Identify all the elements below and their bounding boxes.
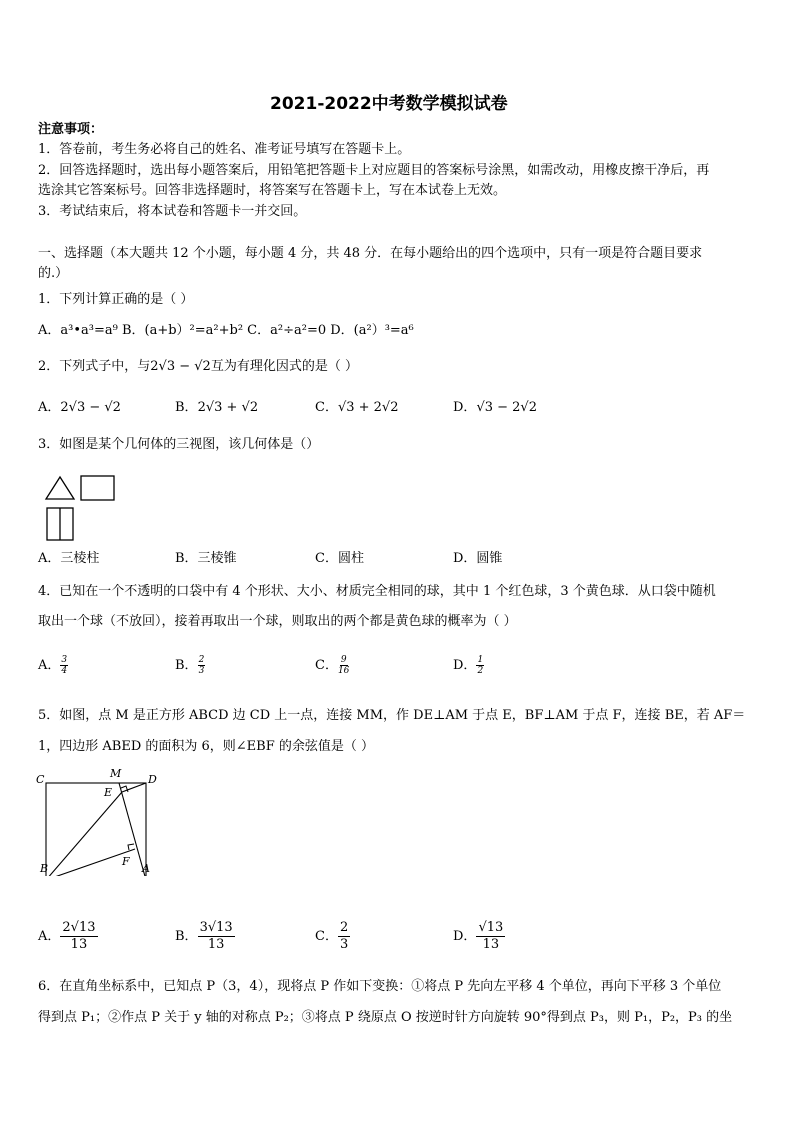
label-d: D — [148, 773, 157, 786]
question-3-option-a: A．三棱柱 — [38, 551, 100, 566]
question-5-line2: 1，四边形 ABED 的面积为 6，则∠EBF 的余弦值是（ ） — [38, 739, 375, 754]
label-m: M — [110, 767, 122, 780]
question-3-option-c: C．圆柱 — [315, 551, 364, 566]
segment-be — [46, 792, 122, 876]
question-5-option-a: A． $\frac{2√13}{13}$ — [38, 920, 96, 952]
label-a: A — [142, 862, 150, 875]
segment-de — [122, 783, 146, 792]
question-2-option-d: D．√3 − 2√2 — [453, 400, 537, 415]
question-3-option-d: D．圆锥 — [453, 551, 503, 566]
section-heading-cont: 的.） — [38, 266, 69, 281]
question-5-line1: 5．如图，点 M 是正方形 ABCD 边 CD 上一点，连接 MM，作 DE⊥AM 于点 E，BF⊥AM 于点 F，连接 BE，若 AF＝ — [38, 708, 746, 723]
question-2-option-c: C．√3 + 2√2 — [315, 400, 399, 415]
page-title: 2021-2022中考数学模拟试卷 — [270, 94, 508, 114]
question-4-line2: 取出一个球（不放回），接着再取出一个球，则取出的两个都是黄色球的概率为（ ） — [38, 614, 517, 629]
question-5-option-d: D． $\frac{√13}{13}$ — [453, 920, 504, 952]
square-geometry-figure — [34, 764, 160, 876]
notice-heading: 注意事项： — [38, 122, 104, 137]
question-4-option-d: D． $\frac{1}{2}$ — [453, 655, 484, 676]
three-views-figure — [44, 474, 118, 544]
question-2-option-a: A．2√3 − √2 — [38, 400, 121, 415]
question-2-stem-pre: 2．下列式子中，与 — [38, 359, 151, 374]
question-4-option-a: A． $\frac{3}{4}$ — [38, 655, 68, 676]
label-e: E — [104, 786, 113, 799]
question-1-options: A．a³•a³=a⁹ B．(a+b）²=a²+b² C．a²÷a²=0 D．(a²）³=a⁶ — [38, 323, 414, 338]
side-view-rectangle — [81, 476, 114, 500]
notice-item: 3．考试结束后，将本试卷和答题卡一并交回。 — [38, 204, 307, 219]
question-5-option-c: C． $\frac{2}{3}$ — [315, 920, 349, 952]
front-view-triangle — [46, 477, 74, 499]
question-4-option-c: C． $\frac{9}{16}$ — [315, 655, 350, 676]
question-4-option-b: B． $\frac{2}{3}$ — [175, 655, 205, 676]
notice-item: 1．答卷前，考生务必将自己的姓名、准考证号填写在答题卡上。 — [38, 142, 411, 157]
question-4-line1: 4．已知在一个不透明的口袋中有 4 个形状、大小、材质完全相同的球，其中 1 个红色球，3 个黄色球．从口袋中随机 — [38, 584, 716, 599]
question-6-line1: 6．在直角坐标系中，已知点 P（3，4），现将点 P 作如下变换：①将点 P 先向左平移 4 个单位，再向下平移 3 个单位 — [38, 979, 722, 994]
section-heading: 一、选择题（本大题共 12 个小题，每小题 4 分，共 48 分．在每小题给出的四个选项中，只有一项是符合题目要求 — [38, 246, 703, 261]
question-3-stem: 3．如图是某个几何体的三视图，该几何体是（） — [38, 437, 320, 452]
question-2-option-b: B．2√3 + √2 — [175, 400, 259, 415]
question-2-stem — [38, 357, 358, 377]
question-1-stem: 1．下列计算正确的是（ ） — [38, 292, 194, 307]
label-c: C — [36, 773, 45, 786]
question-2-stem-post: 互为有理化因式的是（ ） — [210, 359, 358, 374]
question-2-stem-expr: 2√3 − √2 — [150, 359, 211, 374]
label-b: B — [40, 862, 49, 875]
question-3-option-b: B．三棱锥 — [175, 551, 237, 566]
label-f: F — [122, 855, 130, 868]
notice-item: 2．回答选择题时，选出每小题答案后，用铅笔把答题卡上对应题目的答案标号涂黑，如需改动，用橡皮擦干净后，再 — [38, 163, 710, 178]
question-6-line2: 得到点 P₁；②作点 P 关于 y 轴的对称点 P₂；③将点 P 绕原点 O 按逆时针方向旋转 90°得到点 P₃，则 P₁，P₂，P₃ 的坐 — [38, 1010, 733, 1025]
question-5-option-b: B． $\frac{3√13}{13}$ — [175, 920, 233, 952]
notice-item: 选涂其它答案标号。回答非选择题时，将答案写在答题卡上，写在本试卷上无效。 — [38, 183, 507, 198]
